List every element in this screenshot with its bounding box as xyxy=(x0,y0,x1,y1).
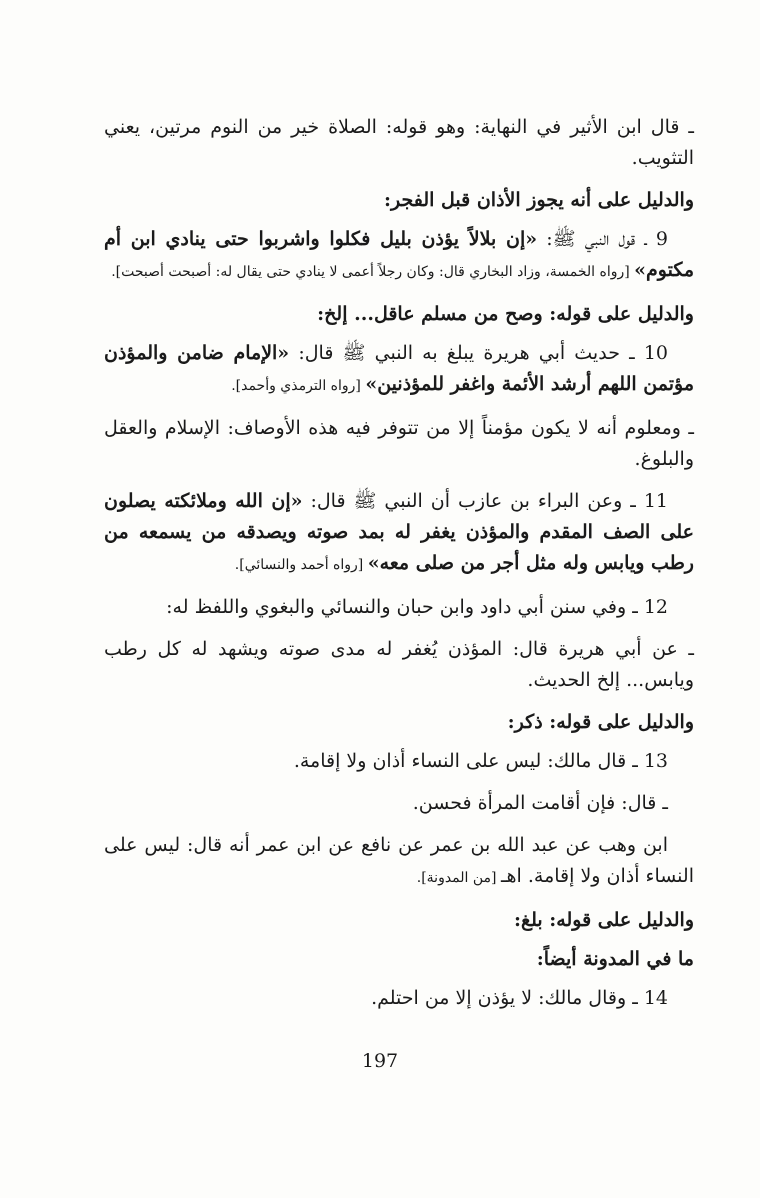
paragraph xyxy=(104,413,694,475)
paragraph xyxy=(104,224,694,288)
paragraph xyxy=(104,112,694,174)
text-run: ما في المدونة أيضاً: xyxy=(536,948,694,970)
paragraph xyxy=(104,788,694,819)
citation-reference: [رواه أحمد والنسائي]. xyxy=(234,557,368,573)
section-heading xyxy=(104,707,694,738)
section-heading xyxy=(104,944,694,975)
text-run: ابن وهب عن عبد الله بن عمر عن نافع عن ابن عمر أنه قال: ليس على النساء أذان ولا إقامة. اهـ xyxy=(104,834,694,887)
text-run: والدليل على قوله: ذكر: xyxy=(507,711,694,733)
text-run: والدليل على أنه يجوز الأذان قبل الفجر: xyxy=(383,189,694,211)
page-number: 197 xyxy=(361,1050,399,1072)
hadith-quote: «إن الله وملائكته يصلون على الصف المقدم والمؤذن يغفر له بمد صوته ويصدقه من يسمعه من رطب ويابس وله مثل أجر من صلى معه» xyxy=(104,490,694,574)
section-heading xyxy=(104,299,694,330)
text-run: ـ عن أبي هريرة قال: المؤذن يُغفر له مدى صوته ويشهد له كل رطب ويابس... إلخ الحديث. xyxy=(104,638,694,691)
section-heading xyxy=(104,185,694,216)
text-run: 13 ـ قال مالك: ليس على النساء أذان ولا إقامة. xyxy=(293,750,668,772)
text-run: والدليل على قوله: بلغ: xyxy=(513,909,694,931)
paragraph xyxy=(104,486,694,581)
text-run: ـ قال: فإن أقامت المرأة فحسن. xyxy=(412,792,668,814)
text-run: والدليل على قوله: وصح من مسلم عاقل... إلخ: xyxy=(317,303,694,325)
paragraph xyxy=(104,338,694,402)
text-run: ـ قال ابن الأثير في النهاية: وهو قوله: الصلاة خير من النوم مرتين، يعني التثويب. xyxy=(104,116,694,169)
text-run: ـ ومعلوم أنه لا يكون مؤمناً إلا من تتوفر فيه هذه الأوصاف: الإسلام والعقل والبلوغ. xyxy=(104,417,694,470)
hadith-quote: «الإمام ضامن والمؤذن مؤتمن اللهم أرشد الأئمة واغفر للمؤذنين» xyxy=(104,342,694,395)
citation-reference: [رواه الخمسة، وزاد البخاري قال: وكان رجلاً أعمى لا ينادي حتى يقال له: أصبحت أصبحت]. xyxy=(111,264,635,280)
paragraph xyxy=(104,983,694,1014)
citation-reference: [رواه الترمذي وأحمد]. xyxy=(231,378,366,394)
text-run: 14 ـ وقال مالك: لا يؤذن إلا من احتلم. xyxy=(371,987,668,1009)
text-run: 11 ـ وعن البراء بن عازب أن النبي ﷺ قال: xyxy=(302,490,668,512)
page-content xyxy=(104,112,694,1025)
text-run: 10 ـ حديث أبي هريرة يبلغ به النبي ﷺ قال: xyxy=(289,342,668,364)
paragraph xyxy=(104,634,694,696)
section-heading xyxy=(104,905,694,936)
text-run: 12 ـ وفي سنن أبي داود وابن حبان والنسائي والبغوي واللفظ له: xyxy=(166,596,668,618)
paragraph xyxy=(104,592,694,623)
citation-reference: [من المدونة]. xyxy=(416,870,501,886)
text-run: 9 ـ قول النبي ﷺ: xyxy=(537,228,668,250)
hadith-quote: «إن بلالاً يؤذن بليل فكلوا واشربوا حتى ينادي ابن أم مكتوم» xyxy=(104,228,694,281)
paragraph xyxy=(104,830,694,894)
paragraph xyxy=(104,746,694,777)
